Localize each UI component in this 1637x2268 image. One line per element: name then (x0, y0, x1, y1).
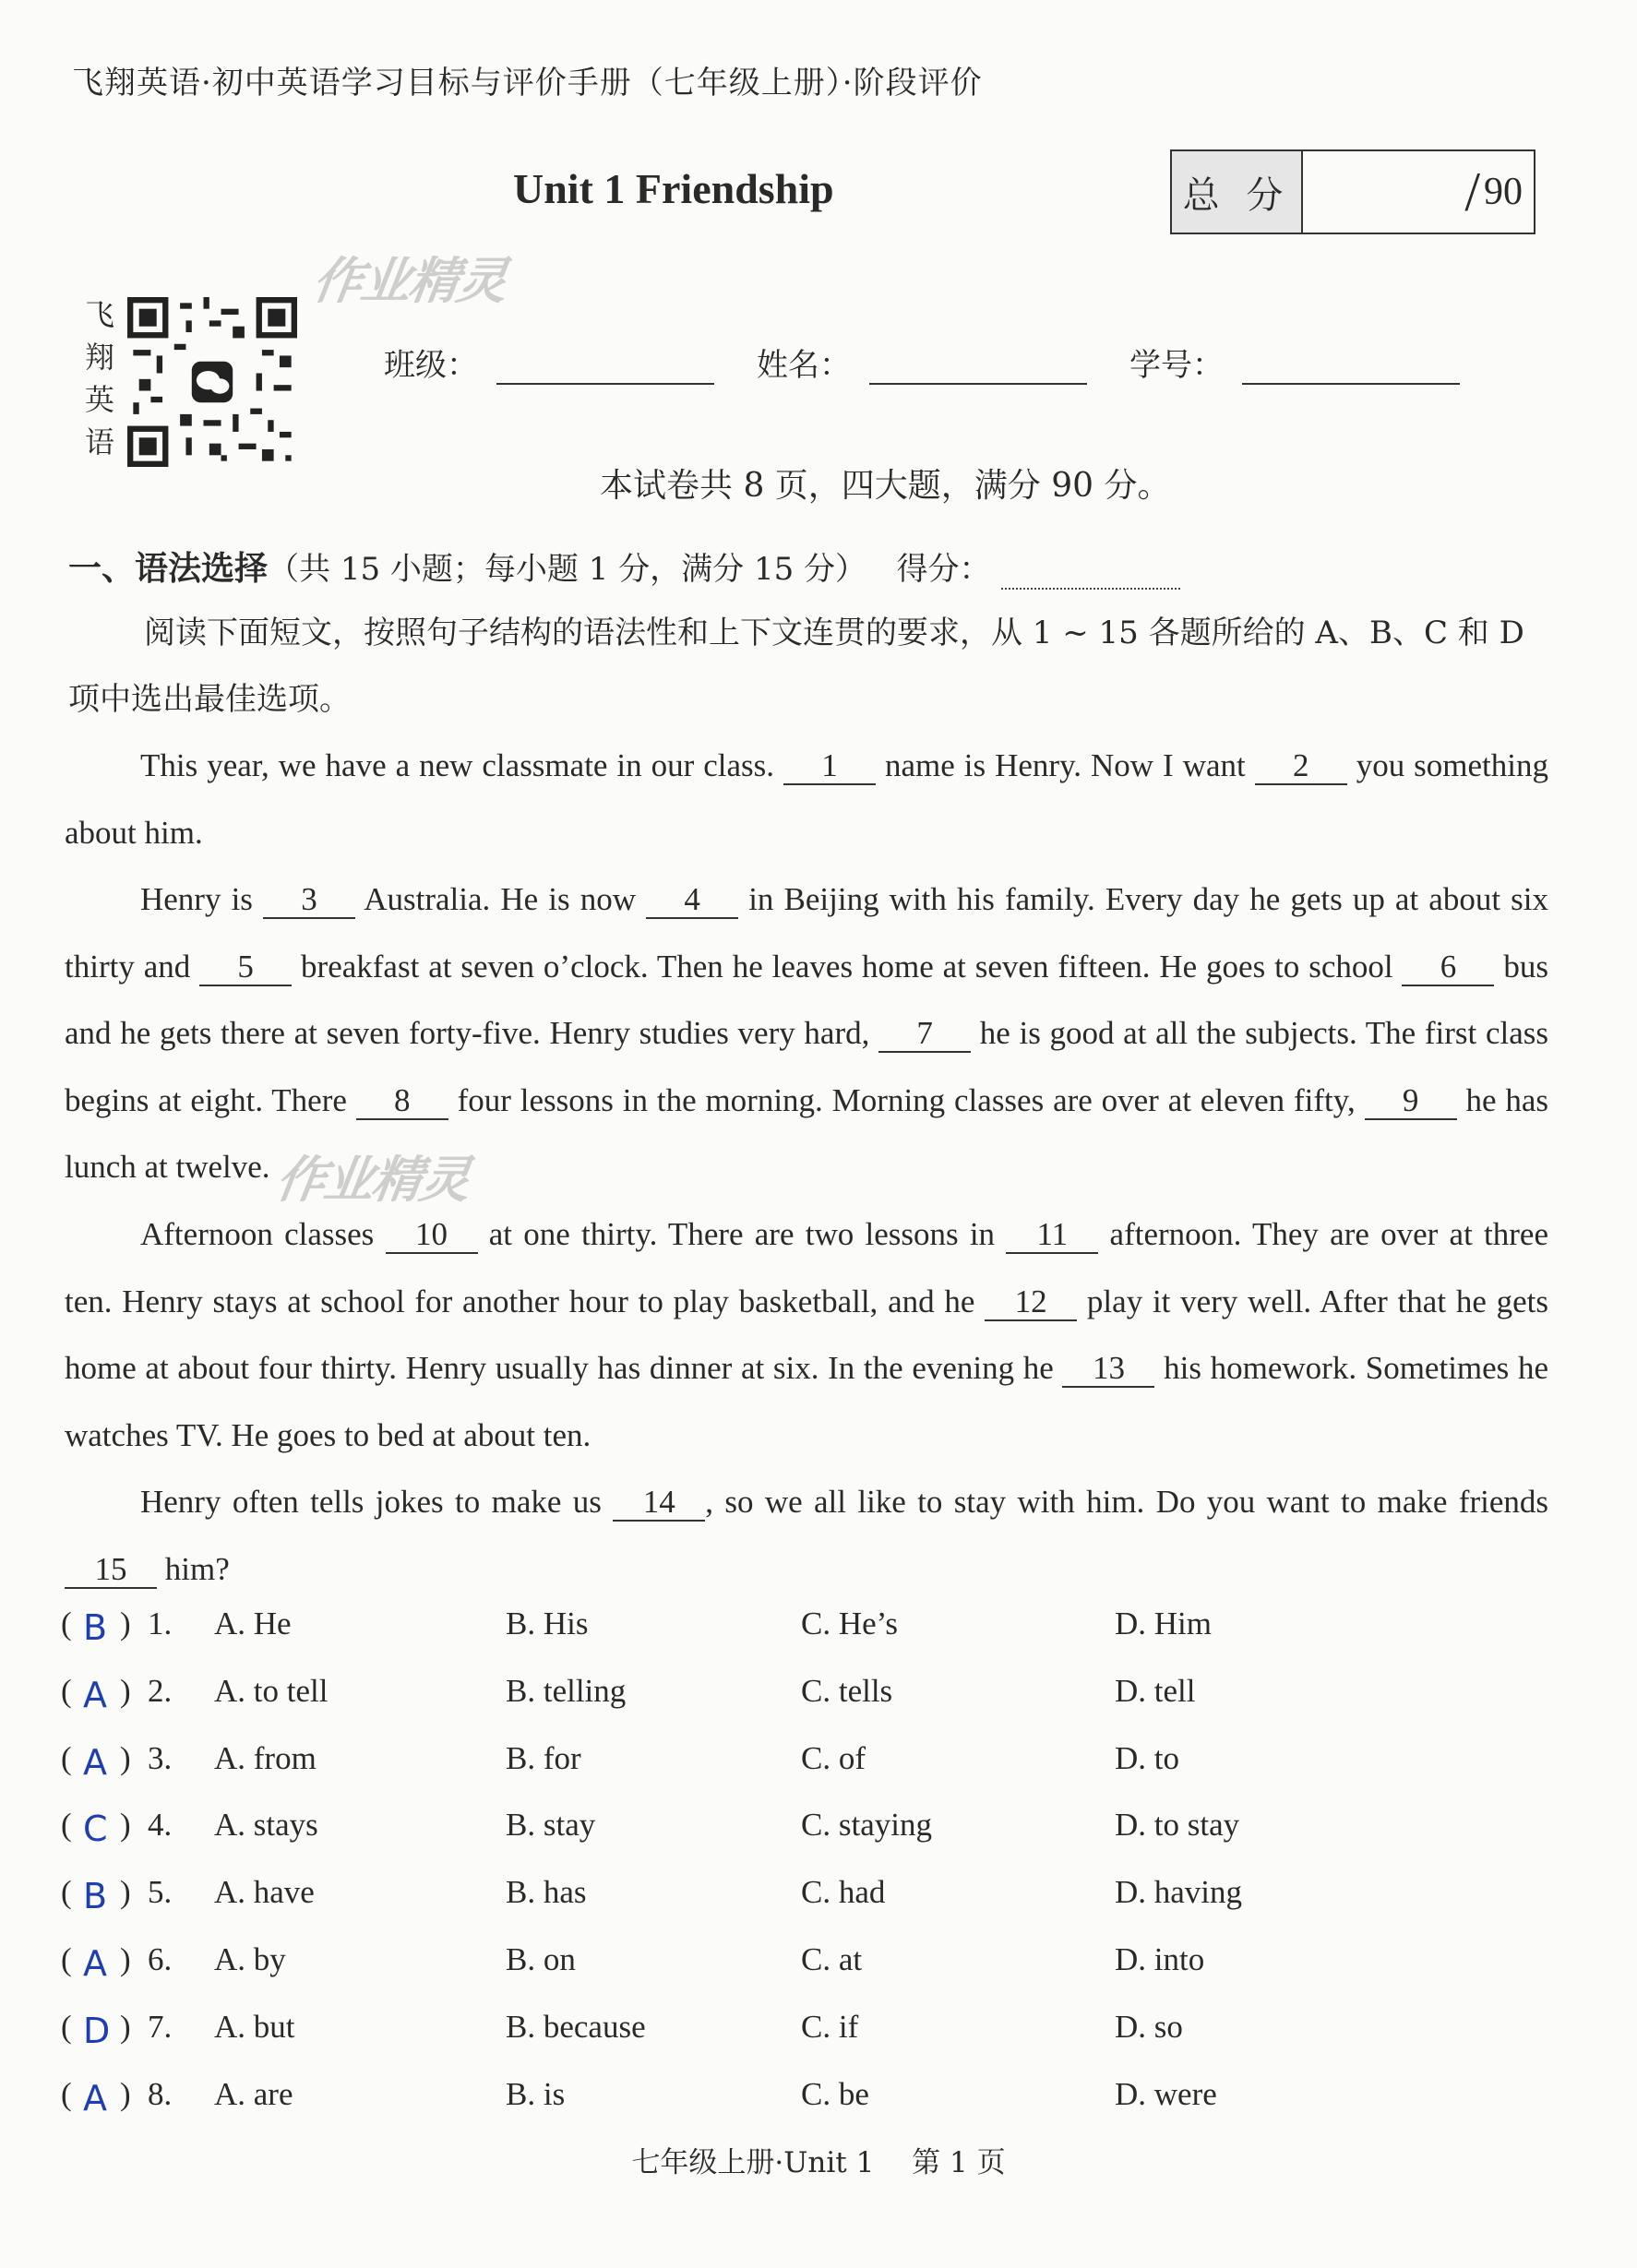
section-info: （共 15 小题；每小题 1 分，满分 15 分） (268, 551, 867, 588)
question-paren-open: ( (61, 1807, 72, 1844)
question-paren-open: ( (61, 1874, 72, 1911)
section-title: 一、语法选择 (68, 550, 269, 588)
name-label: 姓名： (757, 347, 851, 384)
question-row (61, 1941, 1556, 2008)
blank-15: 15 (65, 1552, 157, 1589)
class-field[interactable] (384, 340, 714, 385)
option-b[interactable]: B. on (506, 1941, 576, 1977)
option-c[interactable]: C. at (801, 1941, 863, 1977)
question-number: 3. (148, 1739, 173, 1776)
question-paren-close: ) (120, 2075, 131, 2112)
qr-side-char: 英 (84, 382, 114, 417)
option-b[interactable]: B. for (506, 1739, 581, 1776)
blank-11: 11 (1006, 1217, 1098, 1254)
option-d[interactable]: D. Him (1115, 1606, 1212, 1641)
answer-mark: C (83, 1808, 108, 1850)
option-d[interactable]: D. into (1115, 1941, 1205, 1977)
option-c[interactable]: C. He’s (801, 1606, 898, 1641)
answer-mark: B (83, 1607, 108, 1648)
exam-note: 本试卷共 8 页，四大题，满分 90 分。 (600, 467, 1171, 505)
question-paren-open: ( (61, 1672, 72, 1709)
option-a[interactable]: A. from (214, 1739, 317, 1776)
option-c[interactable]: C. be (801, 2075, 869, 2112)
section-heading (68, 543, 1180, 590)
option-a[interactable]: A. stays (214, 1807, 318, 1844)
question-number: 7. (148, 2008, 173, 2045)
passage-paragraph-2: Henry is 3 Australia. He is now 4 in Beijing with his family. Every day he gets up at about six thirty and 5 breakfast at seven o’clock. Then he leaves home at seven fifteen. He goes to school 6 bus and he gets there at seven forty-five. Henry studies very hard, 7 he is good at all the subjects. The first class begins at eight. There 8 four lessons in the morning. Morning classes are over at eleven fifty, 9 he has lunch at twelve. (65, 881, 1548, 1185)
question-paren-close: ) (120, 1874, 131, 1911)
question-number: 1. (148, 1606, 173, 1641)
question-row (61, 1606, 1556, 1672)
name-field[interactable] (757, 340, 1087, 385)
qr-side-label (81, 293, 118, 463)
passage-paragraph-1: This year, we have a new classmate in our class. 1 name is Henry. Now I want 2 you something about him. (65, 747, 1549, 851)
question-number: 8. (148, 2075, 173, 2112)
class-line[interactable] (496, 353, 714, 385)
blank-12: 12 (985, 1284, 1077, 1321)
option-c[interactable]: C. staying (801, 1807, 932, 1844)
blank-14: 14 (613, 1485, 705, 1522)
question-paren-open: ( (61, 1739, 72, 1776)
question-row (61, 2009, 1556, 2075)
option-a[interactable]: A. to tell (214, 1672, 329, 1709)
question-paren-open: ( (61, 2008, 72, 2045)
option-d[interactable]: D. tell (1115, 1672, 1196, 1709)
total-score-value (1303, 151, 1534, 233)
question-number: 6. (148, 1941, 173, 1977)
header-line: 飞翔英语·初中英语学习目标与评价手册（七年级上册）·阶段评价 (72, 65, 983, 101)
option-d[interactable]: D. were (1115, 2075, 1217, 2112)
question-number: 2. (148, 1672, 173, 1709)
question-paren-close: ) (120, 1807, 131, 1844)
name-line[interactable] (869, 353, 1087, 385)
blank-2: 2 (1255, 748, 1347, 785)
qr-side-char: 翔 (84, 340, 114, 375)
option-b[interactable]: B. His (506, 1606, 589, 1641)
student-number-field[interactable] (1129, 340, 1460, 385)
option-b[interactable]: B. is (506, 2075, 566, 2112)
blank-9: 9 (1365, 1083, 1457, 1120)
option-d[interactable]: D. so (1115, 2008, 1183, 2045)
watermark-mid: 作业精灵 (272, 1150, 473, 1209)
answer-mark: A (83, 1943, 107, 1984)
student-number-line[interactable] (1242, 353, 1460, 385)
option-d[interactable]: D. to stay (1115, 1807, 1240, 1844)
passage-paragraph-3: Afternoon classes 10 at one thirty. There are two lessons in 11 afternoon. They are over at three ten. Henry stays at school for another hour to play basketball, and he 12 play it very well. After that he gets home at about four thirty. Henry usually has dinner at six. In the evening he 13 his homework. Sometimes he watches TV. He goes to bed at about ten. (65, 1216, 1549, 1453)
question-paren-close: ) (120, 1672, 131, 1709)
option-b[interactable]: B. stay (506, 1807, 596, 1844)
answer-mark: D (83, 2010, 111, 2051)
option-a[interactable]: A. are (214, 2075, 293, 2112)
question-number: 4. (148, 1807, 173, 1844)
question-paren-close: ) (120, 1739, 131, 1776)
option-c[interactable]: C. of (801, 1739, 866, 1776)
question-number: 5. (148, 1874, 173, 1911)
option-a[interactable]: A. He (214, 1606, 292, 1641)
question-paren-open: ( (61, 1606, 72, 1641)
student-number-label: 学号： (1129, 347, 1224, 384)
question-paren-close: ) (120, 1941, 131, 1977)
answer-mark: A (83, 2077, 107, 2119)
answer-mark: B (83, 1876, 108, 1917)
blank-3: 3 (263, 882, 355, 919)
blank-13: 13 (1062, 1351, 1154, 1388)
section-score-label: 得分： (896, 551, 991, 588)
watermark-top: 作业精灵 (309, 251, 510, 310)
qr-side-char: 飞 (84, 297, 114, 332)
question-row (61, 1874, 1556, 1940)
answer-mark: A (83, 1741, 107, 1783)
blank-5: 5 (199, 949, 292, 986)
question-row (61, 1740, 1556, 1807)
total-score-label: 总 分 (1172, 151, 1303, 233)
option-a[interactable]: A. by (214, 1941, 286, 1977)
blank-6: 6 (1402, 949, 1494, 986)
qr-side-char: 语 (84, 424, 114, 460)
question-paren-open: ( (61, 1941, 72, 1977)
score-slash: / (1464, 161, 1480, 222)
question-paren-close: ) (120, 1606, 131, 1641)
page-footer: 七年级上册·Unit 1 第 1 页 (631, 2146, 1006, 2179)
option-c[interactable]: C. tells (801, 1672, 893, 1709)
blank-7: 7 (878, 1016, 971, 1053)
section-score-line[interactable] (1001, 560, 1180, 590)
option-a[interactable]: A. but (214, 2008, 295, 2045)
blank-4: 4 (646, 882, 738, 919)
page-title: Unit 1 Friendship (513, 165, 834, 212)
question-row (61, 1673, 1556, 1739)
blank-1: 1 (783, 748, 876, 785)
question-row (61, 1807, 1556, 1873)
option-b[interactable]: B. telling (506, 1672, 627, 1709)
total-score-box (1170, 149, 1535, 234)
option-a[interactable]: A. have (214, 1874, 315, 1911)
option-b[interactable]: B. because (506, 2008, 646, 2045)
class-label: 班级： (384, 347, 478, 384)
answer-mark: A (83, 1674, 107, 1715)
question-row (61, 2076, 1556, 2143)
score-total: 90 (1484, 171, 1523, 213)
qr-code-icon[interactable] (127, 297, 297, 467)
option-c[interactable]: C. if (801, 2008, 859, 2045)
question-paren-close: ) (120, 2008, 131, 2045)
option-d[interactable]: D. having (1115, 1874, 1243, 1911)
passage-paragraph-4: Henry often tells jokes to make us 14 , so we all like to stay with him. Do you want to make friends 15 him? (65, 1469, 1548, 1603)
question-paren-open: ( (61, 2075, 72, 2112)
option-b[interactable]: B. has (506, 1874, 587, 1911)
blank-10: 10 (386, 1217, 478, 1254)
option-d[interactable]: D. to (1115, 1739, 1179, 1776)
blank-8: 8 (356, 1083, 448, 1120)
option-c[interactable]: C. had (801, 1874, 886, 1911)
section-instruction: 阅读下面短文，按照句子结构的语法性和上下文连贯的要求，从 1 ~ 15 各题所给的 A、B、C 和 D 项中选出最佳选项。 (68, 615, 1524, 718)
